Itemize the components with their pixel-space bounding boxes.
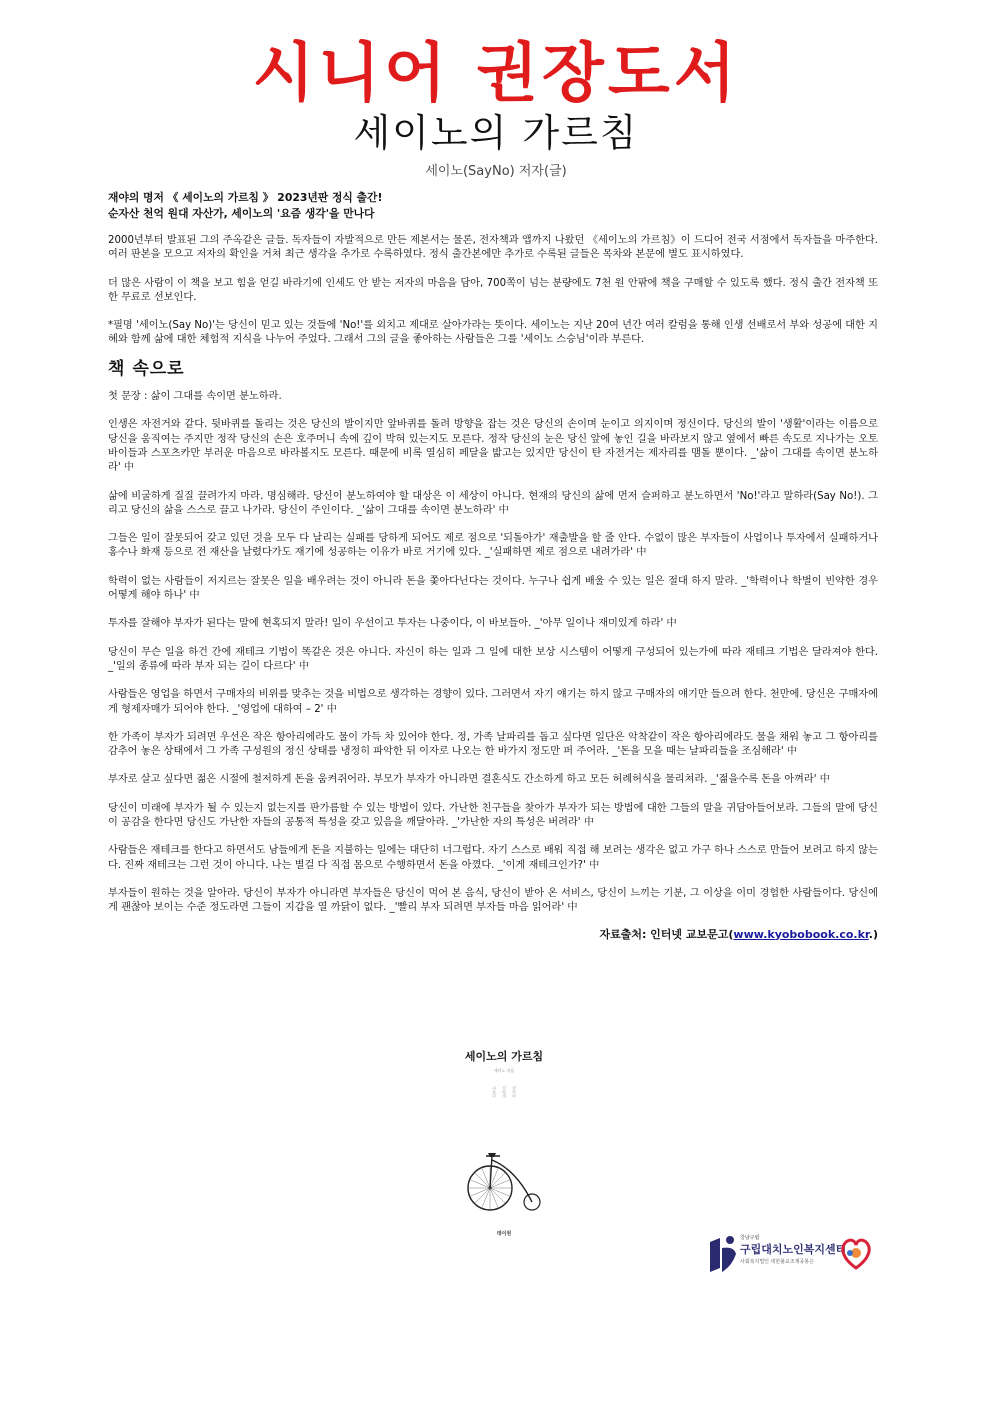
intro-paragraph: 더 많은 사람이 이 책을 보고 힘을 얻길 바라기에 인세도 안 받는 저자의 마음을 담아, 700쪽이 넘는 분량에도 7천 원 안팎에 책을 구매할 수 있도록 했다. 정식 출간 전자책 또한 무료로 선보인다.: [108, 277, 878, 303]
source-label: 자료출처: 인터넷 교보문고(: [599, 927, 734, 941]
first-sentence: 첫 문장 : 삶이 그대를 속이면 분노하라.: [108, 391, 282, 403]
center-logo-name: 구립대치노인복지센터: [740, 1243, 847, 1256]
source-suffix: .): [868, 927, 878, 941]
intro-paragraph: *필명 '세이노(Say No)'는 당신이 믿고 있는 것들에 'No!'를 외치고 제대로 살아가라는 뜻이다. 세이노는 지난 20여 년간 여러 칼럼을 통해 인생 선배로서 부와 성공에 대한 지혜와 함께 삶에 대한 체험적 지식을 나누어 주었다. 그래서 그의 글을 좋아하는 사람들은 그를 '세이노 스승님'이라 부른다.: [108, 320, 878, 346]
book-cover-publisher: 데이원: [496, 1231, 512, 1237]
quote-paragraph: 당신이 미래에 부자가 될 수 있는지 없는지를 판가름할 수 있는 방법이 있다. 가난한 친구들을 찾아가 부자가 되는 방법에 대한 그들의 말을 귀담아들어보라. 그들의 말에 당신이 공감을 한다면 당신도 가난한 자들의 공통적 특성을 갖고 있음을 깨달아라. _'가난한 자의 특성은 버려라' 中: [108, 802, 878, 829]
quote-paragraph: 삶에 비굴하게 질질 끌려가지 마라. 명심해라. 당신이 분노하여야 할 대상은 이 세상이 아니다. 현재의 당신의 삶에 먼저 슬퍼하고 분노하면서 'No!'라고 말하라(Say No!). 그리고 당신의 삶을 스스로 끌고 나가라. 당신이 주인이다. _'삶이 그대를 속이면 분노하라' 中: [108, 490, 878, 516]
quote-paragraph: 당신이 무슨 일을 하건 간에 재테크 기법이 똑같은 것은 아니다. 자신이 하는 일과 그 일에 대한 보상 시스템이 어떻게 구성되어 있는가에 따라 재테크 기법은 달라져야 한다. _'일의 종류에 따라 부자 되는 길이 다르다' 中: [108, 646, 878, 672]
book-title: 세이노의 가르침: [353, 111, 639, 155]
quote-paragraph: 부자로 살고 싶다면 젊은 시절에 철저하게 돈을 움켜쥐어라. 부모가 부자가 아니라면 결혼식도 간소하게 하고 모든 허례허식을 물리쳐라. _'젊을수록 돈을 아껴라' 中: [108, 774, 830, 786]
source-link[interactable]: www.kyobobook.co.kr: [733, 927, 869, 941]
content: [108, 190, 878, 942]
quote-paragraph: 한 가족이 부자가 되려면 우선은 작은 항아리에라도 물이 가득 차 있어야 한다. 정, 가족 날파리를 돕고 싶다면 일단은 악착같이 작은 항아리에라도 물을 채워 놓고 그 항아리를 감추어 놓은 상태에서 그 가족 구성원의 정신 상태를 냉정히 파악한 뒤 이자로 나오는 한 바가지 정도만 퍼 주어라. _'돈을 모을 때는 날파리들을 조심해라' 中: [108, 731, 878, 758]
lotus-heart-icon: [838, 1234, 874, 1272]
headline-line-2: 순자산 천억 원대 자산가, 세이노의 '요즘 생각'을 만나다: [108, 207, 375, 220]
book-cover-vertical-line: 진하게: [502, 1086, 507, 1098]
headline: [108, 190, 878, 222]
book-author: 세이노(SayNo) 저자(글): [425, 164, 567, 179]
book-cover-title: 세이노의 가르침: [464, 1050, 544, 1063]
center-logo-org: 사회복지법인 대한불교조계종봉은: [740, 1259, 815, 1265]
section-heading: 책 속으로: [108, 358, 185, 379]
book-cover-vertical-text: [440, 1086, 568, 1098]
center-logo-sub: 강남구립: [740, 1235, 760, 1241]
book-cover-vertical-line: 살아라: [512, 1086, 517, 1098]
center-logo: [706, 1230, 876, 1278]
headline-line-1: 재야의 명저 《 세이노의 가르침 》 2023년판 정식 출간!: [108, 191, 383, 204]
book-cover: [440, 1040, 568, 1240]
book-cover-vertical-line: 피보다: [492, 1086, 497, 1098]
intro-paragraph: 2000년부터 발표된 그의 주옥같은 글들. 독자들이 자발적으로 만든 제본서는 물론, 전자책과 앱까지 나왔던 《세이노의 가르침》이 드디어 전국 서점에서 독자들을 마주한다. 여러 판본을 모으고 저자의 확인을 거쳐 최근 생각을 추가로 수록하였다. 정식 출간본에만 추가로 수록된 글들은 목차와 본문에 별도 표시하였다.: [108, 235, 878, 261]
quote-paragraph: 그들은 일이 잘못되어 갖고 있던 것을 모두 다 날리는 실패를 당하게 되어도 제로 점으로 '되돌아가' 재출발을 할 줄 안다. 수없이 많은 부자들이 사업이나 투자에서 실패하거나 홍수나 화재 등으로 전 재산을 날렸다가도 재기에 성공하는 이유가 바로 거기에 있다. _'실패하면 제로 점으로 내려가라' 中: [108, 533, 878, 559]
book-cover-author: 세이노 지음: [493, 1068, 515, 1073]
quote-paragraph: 부자들이 원하는 것을 알아라. 당신이 부자가 아니라면 부자들은 당신이 먹어 본 음식, 당신이 받아 온 서비스, 당신이 느끼는 기분, 그 이상을 이미 경험한 사람들이다. 당신에게 괜찮아 보이는 수준 정도라면 그들이 지갑을 열 까닭이 없다. _'빨리 부자 되려면 부자들 마음 읽어라' 中: [108, 887, 878, 914]
quote-paragraph: 사람들은 영업을 하면서 구매자의 비위를 맞추는 것을 비법으로 생각하는 경향이 있다. 그러면서 자기 얘기는 하지 않고 구매자의 얘기만 들으려 한다. 천만에. 당신은 구매자에게 형제자매가 되어야 한다. _'영업에 대하여 – 2' 中: [108, 689, 878, 715]
quote-paragraph: 학력이 없는 사람들이 저지르는 잘못은 일을 배우려는 것이 아니라 돈을 쫓아다닌다는 것이다. 누구나 쉽게 배울 수 있는 일은 절대 하지 말라. _'학력이나 학벌이 빈약한 경우 어떻게 해야 하나' 中: [108, 575, 878, 602]
bicycle-icon: [466, 1150, 546, 1212]
quote-paragraph: 인생은 자전거와 같다. 뒷바퀴를 돌리는 것은 당신의 발이지만 앞바퀴를 돌려 방향을 잡는 것은 당신의 손이며 눈이고 의지이며 정신이다. 당신의 발이 '생활'이라는 이름으로 당신을 움직여는 주지만 정작 당신의 손은 호주머니 속에 깊이 박혀 있는지도 모른다. 정작 당신의 눈은 당신 앞에 놓인 길을 바라보지 않고 옆에서 빠른 속도로 지나가는 오토바이들과 스포츠카만 부러운 마음으로 바라볼지도 모른다. 때문에 비록 열심히 페달을 밟고는 있지만 당신이 탄 자전거는 제자리를 맴돌 뿐이다. _'삶이 그대를 속이면 분노하라' 中: [108, 419, 878, 474]
page-title: 시니어 권장도서: [252, 37, 740, 111]
source-credit: [108, 928, 878, 942]
center-logo-mark-icon: [706, 1232, 738, 1276]
quote-paragraph: 사람들은 재테크를 한다고 하면서도 남들에게 돈을 지불하는 일에는 대단히 너그럽다. 자기 스스로 배워 직접 해 보려는 생각은 없고 가구 하나 스스로 만들어 보려고 하지 않는다. 진짜 재테크는 그런 것이 아니다. 나는 별걸 다 직접 몸으로 수행하면서 돈을 아꼈다. _'이게 재테크인가?' 中: [108, 845, 878, 871]
quote-paragraph: 투자를 잘해야 부자가 된다는 말에 현혹되지 말라! 일이 우선이고 투자는 나중이다, 이 바보들아. _'아무 일이나 재미있게 하라' 中: [108, 618, 677, 630]
